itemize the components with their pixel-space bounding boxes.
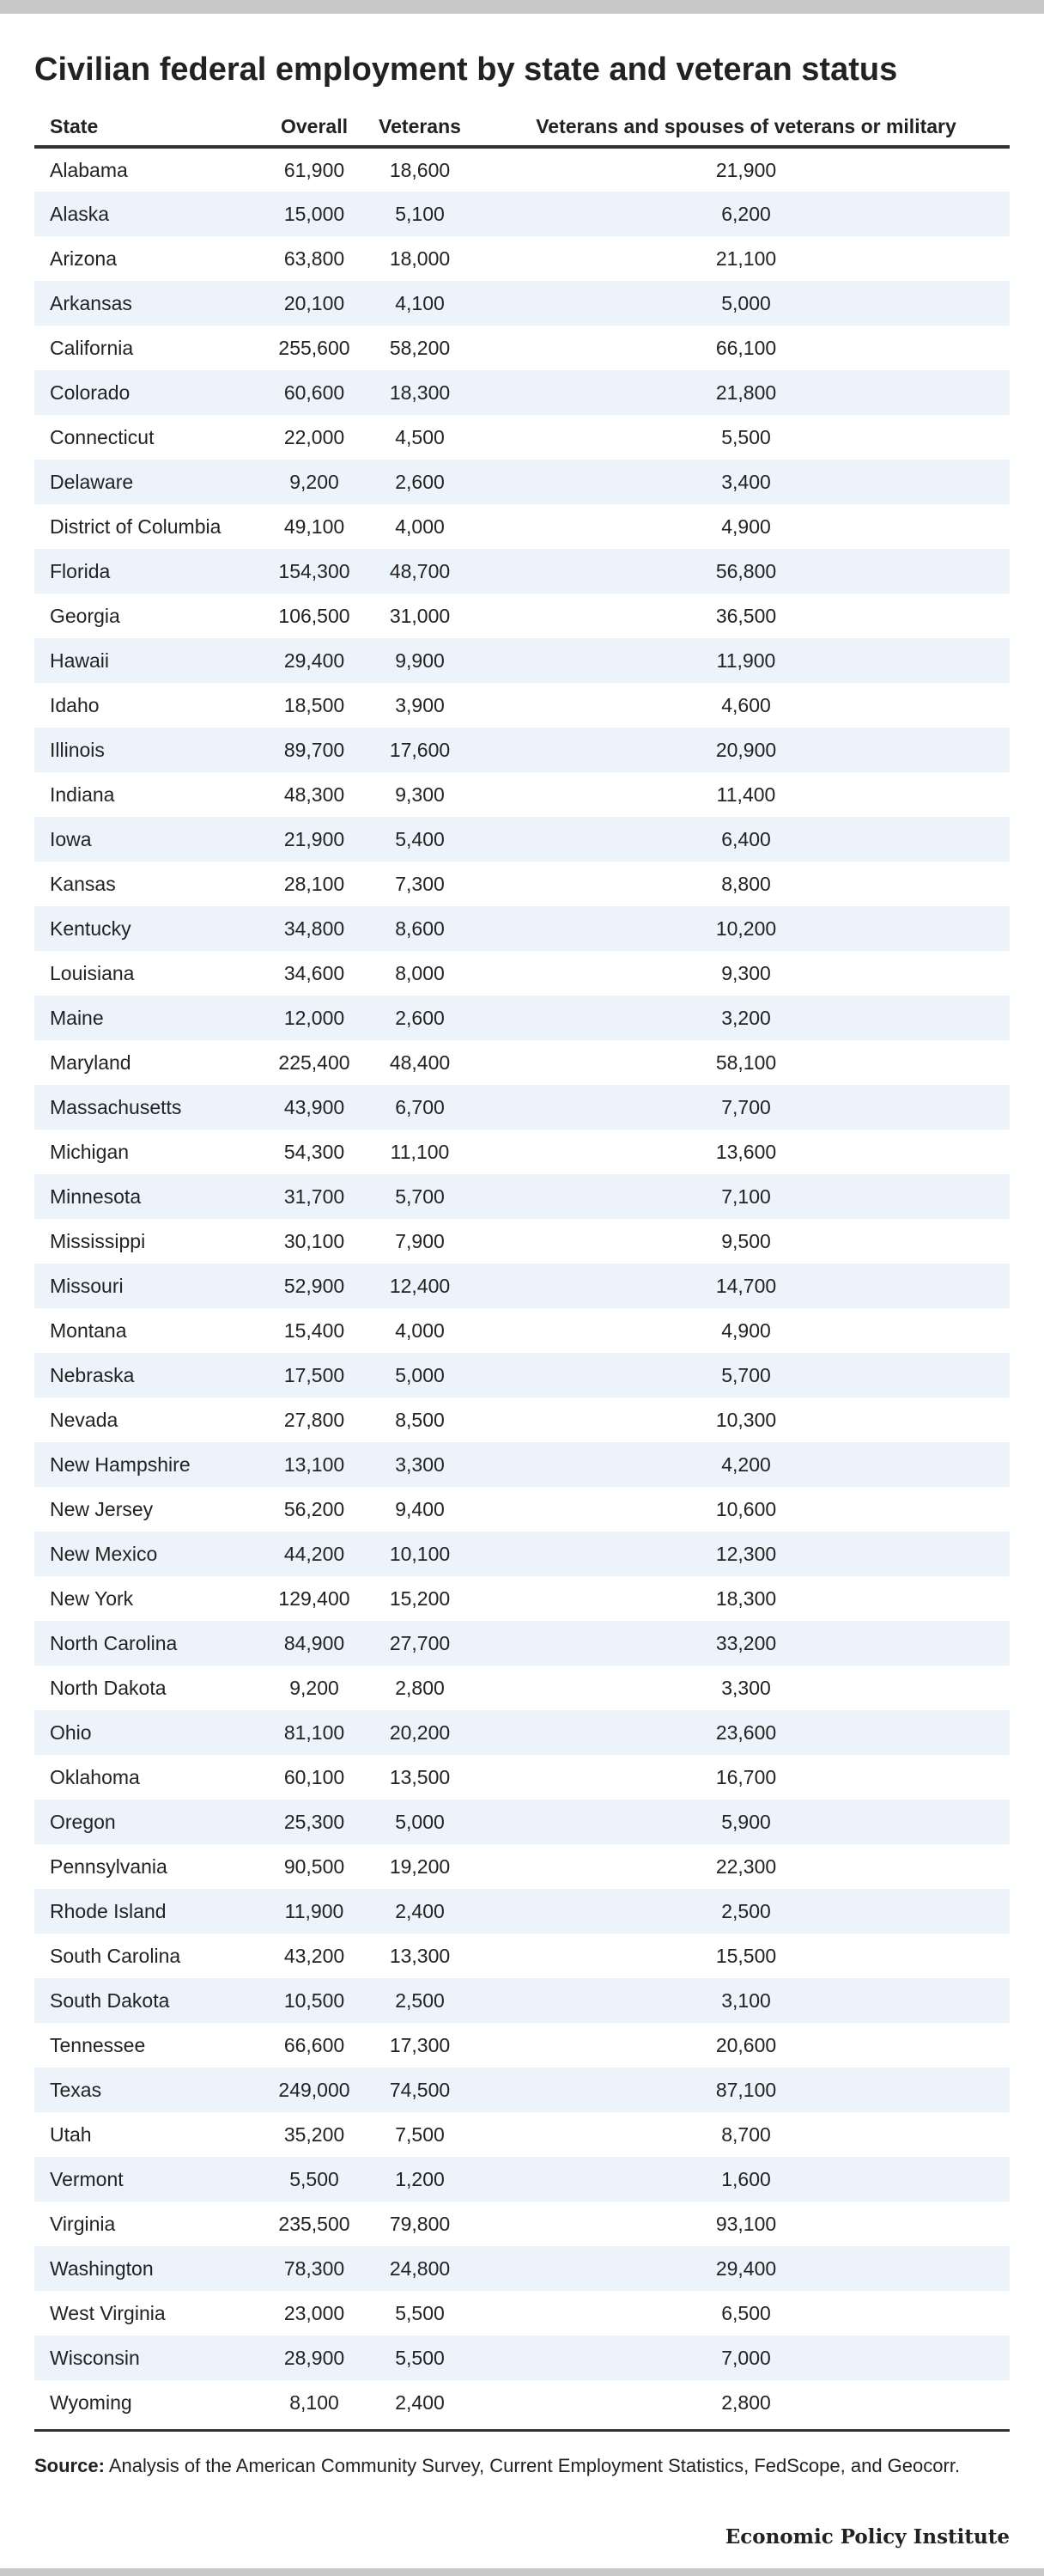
cell-state: Connecticut — [50, 425, 155, 448]
cell-veterans-and-spouses: 7,000 — [483, 2335, 1010, 2380]
table-row — [34, 1710, 1010, 1755]
cell-veterans: 3,900 — [395, 693, 445, 716]
cell-state: Oregon — [34, 1800, 271, 1844]
cell-overall: 154,300 — [271, 549, 357, 594]
cell-overall: 12,000 — [271, 996, 357, 1040]
cell-overall: 44,200 — [271, 1532, 357, 1576]
table-row — [34, 683, 1010, 728]
cell-veterans: 20,200 — [357, 1710, 483, 1755]
table-row — [34, 2291, 1010, 2335]
cell-veterans: 17,600 — [357, 728, 483, 772]
cell-state: Georgia — [50, 604, 120, 627]
cell-overall: 34,600 — [283, 961, 345, 984]
cell-overall: 28,900 — [271, 2335, 357, 2380]
cell-veterans-and-spouses: 12,300 — [483, 1532, 1010, 1576]
cell-veterans-and-spouses: 15,500 — [715, 1944, 777, 1967]
top-accent-bar — [0, 0, 1044, 14]
cell-veterans-and-spouses: 20,900 — [483, 728, 1010, 772]
table-row — [34, 549, 1010, 594]
cell-veterans: 9,400 — [395, 1497, 445, 1520]
table-row — [34, 594, 1010, 638]
cell-veterans: 2,600 — [357, 460, 483, 504]
cell-overall: 106,500 — [278, 604, 350, 627]
table-row — [34, 1532, 1010, 1576]
table-row — [34, 326, 1010, 370]
cell-veterans: 5,100 — [357, 192, 483, 236]
cell-overall: 10,500 — [271, 1978, 357, 2023]
cell-overall: 66,600 — [283, 2033, 345, 2056]
cell-veterans: 7,900 — [395, 1229, 445, 1252]
cell-state: Arizona — [50, 247, 117, 270]
table-row — [34, 236, 1010, 281]
table-row — [34, 2157, 1010, 2201]
table-row — [34, 281, 1010, 326]
source-label: Source: — [34, 2455, 105, 2476]
cell-state: Washington — [34, 2246, 271, 2291]
cell-state: Kentucky — [34, 906, 271, 951]
cell-state: Vermont — [34, 2157, 271, 2201]
cell-veterans-and-spouses: 2,800 — [721, 2390, 771, 2414]
cell-overall: 21,900 — [271, 817, 357, 862]
cell-veterans-and-spouses: 23,600 — [483, 1710, 1010, 1755]
table-row — [34, 1487, 1010, 1532]
cell-veterans-and-spouses: 93,100 — [715, 2212, 777, 2235]
cell-overall: 49,100 — [283, 515, 345, 538]
cell-veterans: 4,100 — [357, 281, 483, 326]
cell-veterans: 7,500 — [395, 2122, 445, 2146]
cell-veterans-and-spouses: 29,400 — [483, 2246, 1010, 2291]
cell-overall: 31,700 — [271, 1174, 357, 1219]
cell-state: Alabama — [50, 158, 128, 181]
cell-veterans-and-spouses: 3,400 — [483, 460, 1010, 504]
cell-veterans: 8,500 — [395, 1408, 445, 1431]
cell-veterans-and-spouses: 2,500 — [483, 1889, 1010, 1934]
cell-veterans-and-spouses: 14,700 — [483, 1264, 1010, 1308]
cell-veterans-and-spouses: 6,400 — [483, 817, 1010, 862]
cell-overall: 30,100 — [283, 1229, 345, 1252]
cell-veterans: 31,000 — [389, 604, 451, 627]
cell-veterans-and-spouses: 4,200 — [483, 1442, 1010, 1487]
cell-overall: 23,000 — [283, 2301, 345, 2324]
cell-veterans-and-spouses: 9,300 — [721, 961, 771, 984]
table-row — [34, 2380, 1010, 2425]
cell-veterans-and-spouses: 36,500 — [715, 604, 777, 627]
cell-overall: 48,300 — [283, 783, 345, 806]
cell-veterans-and-spouses: 22,300 — [715, 1854, 777, 1878]
table-row — [34, 147, 1010, 192]
cell-state: Wyoming — [50, 2390, 132, 2414]
cell-veterans: 24,800 — [357, 2246, 483, 2291]
table-row — [34, 1085, 1010, 1130]
cell-veterans: 1,200 — [357, 2157, 483, 2201]
cell-veterans: 2,500 — [357, 1978, 483, 2023]
cell-veterans: 74,500 — [357, 2067, 483, 2112]
cell-veterans-and-spouses: 3,100 — [483, 1978, 1010, 2023]
cell-veterans: 5,700 — [357, 1174, 483, 1219]
cell-overall: 5,500 — [271, 2157, 357, 2201]
cell-overall: 56,200 — [283, 1497, 345, 1520]
cell-overall: 78,300 — [271, 2246, 357, 2291]
cell-veterans-and-spouses: 21,800 — [483, 370, 1010, 415]
cell-veterans: 6,700 — [357, 1085, 483, 1130]
cell-veterans: 4,000 — [395, 515, 445, 538]
table-row — [34, 951, 1010, 996]
cell-state: Florida — [34, 549, 271, 594]
table-row — [34, 415, 1010, 460]
table-row — [34, 1219, 1010, 1264]
cell-veterans: 11,100 — [390, 1140, 450, 1163]
table-row — [34, 1621, 1010, 1666]
cell-overall: 18,500 — [283, 693, 345, 716]
table-row — [34, 862, 1010, 906]
cell-veterans-and-spouses: 5,700 — [483, 1353, 1010, 1398]
cell-veterans: 27,700 — [357, 1621, 483, 1666]
cell-state: New Mexico — [34, 1532, 271, 1576]
cell-veterans-and-spouses: 10,600 — [715, 1497, 777, 1520]
source-text: Analysis of the American Community Survey, Current Employment Statistics, FedScope, and Geocorr. — [108, 2455, 961, 2476]
table-row — [34, 370, 1010, 415]
cell-overall: 61,900 — [283, 158, 345, 181]
table-row — [34, 1934, 1010, 1978]
cell-veterans: 8,600 — [357, 906, 483, 951]
cell-veterans-and-spouses: 6,500 — [721, 2301, 771, 2324]
cell-veterans-and-spouses: 8,700 — [721, 2122, 771, 2146]
table-row — [34, 638, 1010, 683]
cell-overall: 54,300 — [283, 1140, 345, 1163]
cell-overall: 60,100 — [283, 1765, 345, 1788]
cell-overall: 9,200 — [271, 460, 357, 504]
cell-veterans-and-spouses: 3,300 — [721, 1676, 771, 1699]
table-row — [34, 728, 1010, 772]
table-row — [34, 996, 1010, 1040]
cell-overall: 13,100 — [271, 1442, 357, 1487]
cell-overall: 29,400 — [271, 638, 357, 683]
cell-state: Pennsylvania — [50, 1854, 167, 1878]
bottom-accent-bar — [0, 2568, 1044, 2576]
cell-overall: 60,600 — [271, 370, 357, 415]
cell-veterans-and-spouses: 1,600 — [483, 2157, 1010, 2201]
cell-veterans-and-spouses: 13,600 — [715, 1140, 777, 1163]
cell-veterans-and-spouses: 20,600 — [715, 2033, 777, 2056]
cell-state: Utah — [50, 2122, 92, 2146]
table-row — [34, 1889, 1010, 1934]
table-row — [34, 504, 1010, 549]
cell-overall: 27,800 — [283, 1408, 345, 1431]
table-row — [34, 906, 1010, 951]
cell-state: Montana — [50, 1318, 127, 1342]
cell-veterans-and-spouses: 3,200 — [483, 996, 1010, 1040]
cell-veterans: 2,600 — [357, 996, 483, 1040]
cell-veterans: 48,400 — [389, 1050, 451, 1074]
cell-state: Alaska — [34, 192, 271, 236]
cell-overall: 81,100 — [271, 1710, 357, 1755]
cell-veterans: 18,000 — [389, 247, 451, 270]
cell-veterans-and-spouses: 5,000 — [483, 281, 1010, 326]
cell-overall: 9,200 — [289, 1676, 339, 1699]
cell-overall: 90,500 — [283, 1854, 345, 1878]
cell-state: Kansas — [50, 872, 116, 895]
cell-state: Indiana — [50, 783, 115, 806]
table-row — [34, 1040, 1010, 1085]
table-row — [34, 817, 1010, 862]
cell-veterans: 5,500 — [395, 2301, 445, 2324]
cell-overall: 43,200 — [283, 1944, 345, 1967]
table-row — [34, 1844, 1010, 1889]
cell-state: Wisconsin — [34, 2335, 271, 2380]
cell-veterans: 58,200 — [389, 336, 451, 359]
table-header-row — [34, 107, 1010, 147]
cell-veterans-and-spouses: 5,500 — [721, 425, 771, 448]
cell-veterans: 15,200 — [389, 1586, 451, 1610]
cell-overall: 22,000 — [283, 425, 345, 448]
cell-overall: 15,400 — [283, 1318, 345, 1342]
cell-veterans-and-spouses: 9,500 — [721, 1229, 771, 1252]
cell-state: New Jersey — [50, 1497, 154, 1520]
table-row — [34, 460, 1010, 504]
table-body — [34, 147, 1010, 2425]
cell-veterans: 9,300 — [395, 783, 445, 806]
source-note — [34, 2452, 1010, 2479]
chart-title: Civilian federal employment by state and veteran status — [34, 52, 898, 88]
cell-veterans: 2,400 — [395, 2390, 445, 2414]
cell-veterans-and-spouses: 4,600 — [721, 693, 771, 716]
cell-veterans: 19,200 — [389, 1854, 451, 1878]
table-row — [34, 2023, 1010, 2067]
cell-state: Michigan — [50, 1140, 130, 1163]
table-row — [34, 1442, 1010, 1487]
cell-veterans: 17,300 — [389, 2033, 451, 2056]
employment-table — [34, 107, 1010, 2425]
cell-state: Arkansas — [34, 281, 271, 326]
table-bottom-rule — [34, 2429, 1010, 2432]
cell-veterans: 12,400 — [357, 1264, 483, 1308]
table-row — [34, 772, 1010, 817]
cell-overall: 28,100 — [283, 872, 345, 895]
cell-veterans-and-spouses: 11,900 — [483, 638, 1010, 683]
cell-veterans: 4,000 — [395, 1318, 445, 1342]
cell-state: Louisiana — [50, 961, 135, 984]
cell-veterans: 3,300 — [357, 1442, 483, 1487]
table-row — [34, 2112, 1010, 2157]
cell-overall: 43,900 — [271, 1085, 357, 1130]
cell-veterans-and-spouses: 4,900 — [721, 515, 771, 538]
cell-veterans: 48,700 — [357, 549, 483, 594]
cell-state: Maine — [34, 996, 271, 1040]
cell-overall: 11,900 — [271, 1889, 357, 1934]
cell-state: North Dakota — [50, 1676, 167, 1699]
cell-overall: 63,800 — [283, 247, 345, 270]
cell-veterans-and-spouses: 21,900 — [715, 158, 777, 181]
cell-veterans: 13,300 — [389, 1944, 451, 1967]
cell-state: Delaware — [34, 460, 271, 504]
table-row — [34, 2067, 1010, 2112]
cell-veterans-and-spouses: 21,100 — [715, 247, 777, 270]
cell-veterans-and-spouses: 5,900 — [483, 1800, 1010, 1844]
cell-veterans: 18,300 — [357, 370, 483, 415]
table-row — [34, 1308, 1010, 1353]
cell-veterans-and-spouses: 6,200 — [483, 192, 1010, 236]
column-header-veterans: Veterans — [357, 107, 483, 147]
cell-veterans-and-spouses: 10,200 — [483, 906, 1010, 951]
cell-veterans-and-spouses: 7,100 — [483, 1174, 1010, 1219]
cell-veterans: 79,800 — [389, 2212, 451, 2235]
cell-state: New Hampshire — [34, 1442, 271, 1487]
table-row — [34, 1130, 1010, 1174]
cell-state: West Virginia — [50, 2301, 166, 2324]
cell-veterans-and-spouses: 56,800 — [483, 549, 1010, 594]
cell-veterans-and-spouses: 8,800 — [721, 872, 771, 895]
cell-veterans-and-spouses: 11,400 — [716, 783, 776, 806]
cell-overall: 8,100 — [289, 2390, 339, 2414]
cell-state: Missouri — [34, 1264, 271, 1308]
cell-state: Oklahoma — [50, 1765, 140, 1788]
table-row — [34, 1398, 1010, 1442]
table-row — [34, 2201, 1010, 2246]
cell-veterans: 2,400 — [357, 1889, 483, 1934]
cell-veterans: 5,000 — [357, 1800, 483, 1844]
table-row — [34, 1978, 1010, 2023]
cell-veterans: 7,300 — [395, 872, 445, 895]
cell-state: Minnesota — [34, 1174, 271, 1219]
cell-state: Tennessee — [50, 2033, 146, 2056]
cell-state: Maryland — [50, 1050, 131, 1074]
column-header-veterans-and-spouses: Veterans and spouses of veterans or military — [483, 107, 1010, 147]
table-row — [34, 2246, 1010, 2291]
cell-overall: 84,900 — [271, 1621, 357, 1666]
table-row — [34, 192, 1010, 236]
cell-veterans-and-spouses: 16,700 — [715, 1765, 777, 1788]
cell-overall: 20,100 — [271, 281, 357, 326]
cell-veterans: 13,500 — [389, 1765, 451, 1788]
cell-state: Virginia — [50, 2212, 116, 2235]
cell-veterans-and-spouses: 18,300 — [715, 1586, 777, 1610]
table-row — [34, 1264, 1010, 1308]
cell-state: Mississippi — [50, 1229, 146, 1252]
cell-veterans-and-spouses: 4,900 — [721, 1318, 771, 1342]
cell-state: California — [50, 336, 134, 359]
cell-state: Nebraska — [34, 1353, 271, 1398]
table-row — [34, 1755, 1010, 1800]
cell-veterans: 5,400 — [357, 817, 483, 862]
cell-veterans: 5,500 — [357, 2335, 483, 2380]
cell-veterans: 5,000 — [357, 1353, 483, 1398]
cell-veterans: 9,900 — [357, 638, 483, 683]
cell-state: Idaho — [50, 693, 100, 716]
cell-overall: 15,000 — [271, 192, 357, 236]
cell-state: Hawaii — [34, 638, 271, 683]
column-header-state: State — [34, 107, 271, 147]
cell-veterans-and-spouses: 7,700 — [483, 1085, 1010, 1130]
cell-state: District of Columbia — [50, 515, 222, 538]
table-row — [34, 1353, 1010, 1398]
cell-state: New York — [50, 1586, 134, 1610]
cell-overall: 235,500 — [278, 2212, 350, 2235]
cell-veterans-and-spouses: 33,200 — [483, 1621, 1010, 1666]
cell-veterans: 2,800 — [395, 1676, 445, 1699]
cell-overall: 35,200 — [283, 2122, 345, 2146]
publisher-credit: Economic Policy Institute — [725, 2525, 1010, 2549]
cell-overall: 89,700 — [271, 728, 357, 772]
cell-state: Iowa — [34, 817, 271, 862]
cell-overall: 17,500 — [271, 1353, 357, 1398]
cell-veterans: 4,500 — [395, 425, 445, 448]
cell-veterans: 10,100 — [357, 1532, 483, 1576]
cell-veterans-and-spouses: 58,100 — [715, 1050, 777, 1074]
cell-overall: 34,800 — [271, 906, 357, 951]
cell-state: South Dakota — [34, 1978, 271, 2023]
cell-state: Texas — [34, 2067, 271, 2112]
cell-overall: 249,000 — [271, 2067, 357, 2112]
cell-overall: 25,300 — [271, 1800, 357, 1844]
table-row — [34, 2335, 1010, 2380]
table-row — [34, 1666, 1010, 1710]
cell-veterans-and-spouses: 10,300 — [715, 1408, 777, 1431]
cell-state: Rhode Island — [34, 1889, 271, 1934]
cell-state: Colorado — [34, 370, 271, 415]
cell-veterans-and-spouses: 87,100 — [483, 2067, 1010, 2112]
cell-overall: 255,600 — [278, 336, 350, 359]
cell-veterans: 8,000 — [395, 961, 445, 984]
table-row — [34, 1174, 1010, 1219]
cell-overall: 129,400 — [278, 1586, 350, 1610]
cell-state: North Carolina — [34, 1621, 271, 1666]
table-row — [34, 1576, 1010, 1621]
column-header-overall: Overall — [271, 107, 357, 147]
cell-state: Nevada — [50, 1408, 118, 1431]
cell-veterans-and-spouses: 66,100 — [715, 336, 777, 359]
cell-state: Illinois — [34, 728, 271, 772]
cell-overall: 52,900 — [271, 1264, 357, 1308]
cell-overall: 225,400 — [278, 1050, 350, 1074]
table-row — [34, 1800, 1010, 1844]
cell-veterans: 18,600 — [389, 158, 451, 181]
cell-state: South Carolina — [50, 1944, 181, 1967]
cell-state: Ohio — [34, 1710, 271, 1755]
cell-state: Massachusetts — [34, 1085, 271, 1130]
